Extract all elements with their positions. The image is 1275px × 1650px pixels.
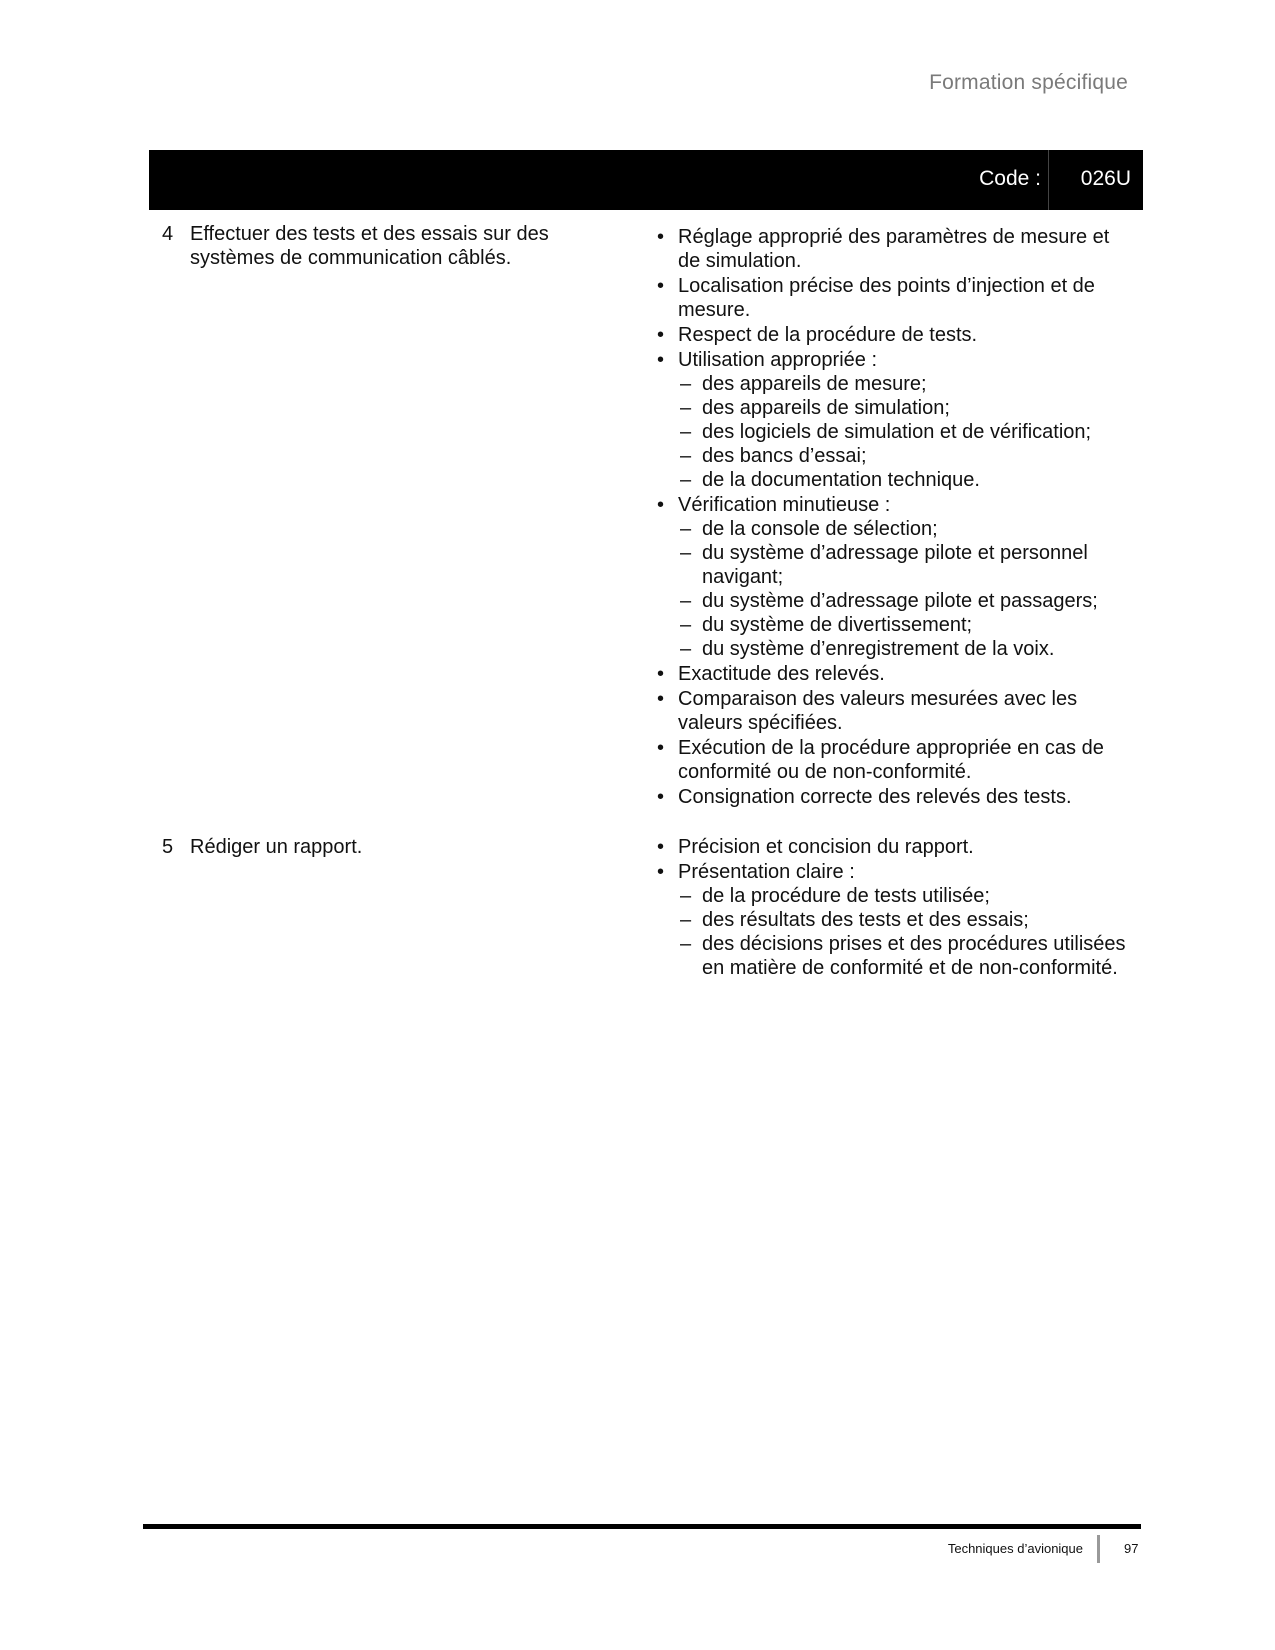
sub-item	[678, 396, 1134, 420]
bullet-icon: •	[657, 688, 665, 710]
sub-item-text: des appareils de simulation;	[702, 397, 950, 419]
criterion	[654, 348, 1134, 492]
objective-number: 5	[162, 836, 174, 858]
sub-item-text: du système de divertissement;	[702, 614, 973, 636]
sub-list	[678, 517, 1134, 661]
criterion-text: Réglage approprié des paramètres de mesure et de simulation.	[678, 226, 1110, 272]
sub-item-text: de la procédure de tests utilisée;	[702, 885, 990, 907]
sub-item-text: du système d’adressage pilote et passagers;	[702, 590, 1098, 612]
code-value: 026U	[1080, 167, 1131, 190]
sub-item-text: des appareils de mesure;	[702, 373, 927, 395]
sub-item	[678, 932, 1134, 980]
criterion-text: Comparaison des valeurs mesurées avec les valeurs spécifiées.	[678, 688, 1078, 734]
sub-item-text: de la documentation technique.	[702, 469, 980, 491]
bullet-icon: •	[657, 836, 665, 858]
bullet-icon: •	[657, 861, 665, 883]
criteria-list	[654, 835, 1134, 981]
objective	[162, 835, 592, 859]
sub-item-text: de la console de sélection;	[702, 518, 938, 540]
sub-item	[678, 589, 1134, 613]
objective-text: Rédiger un rapport.	[190, 836, 363, 858]
criterion-text: Localisation précise des points d’injection et de mesure.	[678, 275, 1095, 321]
dash-icon: –	[680, 885, 692, 907]
objective-number: 4	[162, 223, 174, 245]
bullet-icon: •	[657, 275, 665, 297]
dash-icon: –	[680, 638, 692, 660]
bullet-icon: •	[657, 663, 665, 685]
sub-list	[678, 372, 1134, 492]
sub-item	[678, 613, 1134, 637]
criterion	[654, 493, 1134, 661]
criterion-text: Présentation claire :	[678, 861, 855, 883]
criterion-text: Précision et concision du rapport.	[678, 836, 974, 858]
dash-icon: –	[680, 397, 692, 419]
dash-icon: –	[680, 373, 692, 395]
header-title: Formation spécifique	[929, 71, 1128, 94]
criterion-text: Respect de la procédure de tests.	[678, 324, 978, 346]
sub-item	[678, 908, 1134, 932]
sub-item-text: des bancs d’essai;	[702, 445, 867, 467]
criterion-text: Consignation correcte des relevés des tests.	[678, 786, 1072, 808]
sub-item-text: du système d’adressage pilote et personnel navigant;	[702, 542, 1088, 588]
page-number: 97	[1124, 1541, 1139, 1556]
criterion	[654, 323, 1134, 347]
criterion	[654, 225, 1134, 273]
sub-item-text: des résultats des tests et des essais;	[702, 909, 1029, 931]
criterion	[654, 835, 1134, 859]
dash-icon: –	[680, 518, 692, 540]
criterion-text: Exécution de la procédure appropriée en cas de conformité ou de non-conformité.	[678, 737, 1104, 783]
bullet-icon: •	[657, 349, 665, 371]
code-bar	[149, 150, 1143, 210]
criterion	[654, 736, 1134, 784]
dash-icon: –	[680, 909, 692, 931]
bullet-icon: •	[657, 786, 665, 808]
sub-item	[678, 884, 1134, 908]
bullet-icon: •	[657, 737, 665, 759]
sub-item	[678, 541, 1134, 589]
criterion-text: Vérification minutieuse :	[678, 494, 891, 516]
dash-icon: –	[680, 614, 692, 636]
criterion-text: Utilisation appropriée :	[678, 349, 877, 371]
sub-item	[678, 420, 1134, 444]
dash-icon: –	[680, 421, 692, 443]
criterion-text: Exactitude des relevés.	[678, 663, 885, 685]
footer-title: Techniques d’avionique	[947, 1541, 1083, 1556]
sub-item	[678, 468, 1134, 492]
sub-item	[678, 517, 1134, 541]
code-label: Code :	[979, 167, 1041, 190]
criteria-list	[654, 225, 1134, 810]
sub-item	[678, 372, 1134, 396]
criterion	[654, 860, 1134, 980]
sub-item-text: des décisions prises et des procédures utilisées en matière de conformité et de non-conformité.	[702, 933, 1126, 979]
sub-item	[678, 637, 1134, 661]
sub-item-text: des logiciels de simulation et de vérification;	[702, 421, 1092, 443]
objective-text: Effectuer des tests et des essais sur des systèmes de communication câblés.	[190, 223, 549, 269]
dash-icon: –	[680, 933, 692, 955]
bullet-icon: •	[657, 226, 665, 248]
criterion	[654, 687, 1134, 735]
bullet-icon: •	[657, 324, 665, 346]
dash-icon: –	[680, 542, 692, 564]
criterion	[654, 662, 1134, 686]
sub-item-text: du système d’enregistrement de la voix.	[702, 638, 1055, 660]
criterion	[654, 274, 1134, 322]
footer-rule	[143, 1524, 1141, 1529]
criterion	[654, 785, 1134, 809]
objective	[162, 222, 592, 270]
sub-item	[678, 444, 1134, 468]
dash-icon: –	[680, 469, 692, 491]
footer-separator	[1097, 1535, 1100, 1563]
bullet-icon: •	[657, 494, 665, 516]
sub-list	[678, 884, 1134, 980]
code-divider	[1048, 150, 1049, 210]
dash-icon: –	[680, 445, 692, 467]
dash-icon: –	[680, 590, 692, 612]
